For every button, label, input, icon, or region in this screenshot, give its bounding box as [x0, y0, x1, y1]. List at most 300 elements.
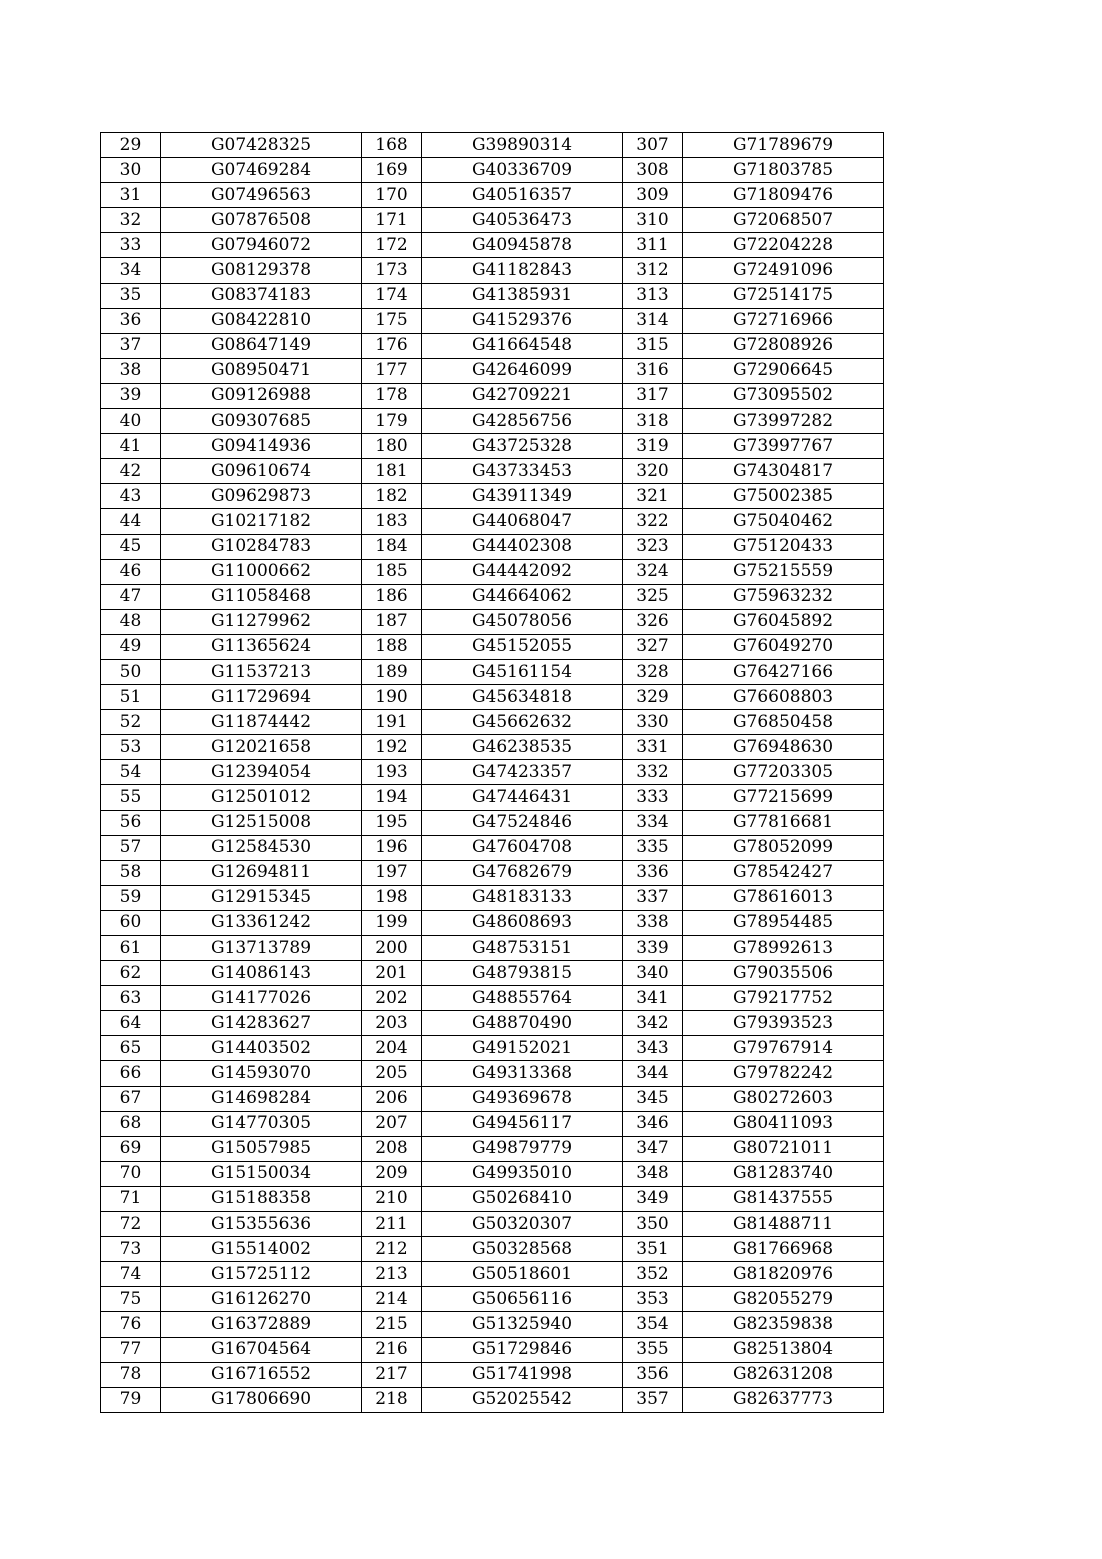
code-cell: G80272603	[683, 1086, 884, 1111]
seq-number-cell: 346	[623, 1111, 683, 1136]
seq-number-cell: 333	[623, 785, 683, 810]
code-cell: G16126270	[161, 1287, 362, 1312]
code-cell: G50328568	[422, 1237, 623, 1262]
code-cell: G15725112	[161, 1262, 362, 1287]
seq-number-cell: 314	[623, 308, 683, 333]
code-cell: G07876508	[161, 208, 362, 233]
seq-number-cell: 336	[623, 860, 683, 885]
table-row	[101, 634, 884, 659]
code-cell: G43911349	[422, 484, 623, 509]
code-cell: G40945878	[422, 233, 623, 258]
seq-number-cell: 170	[362, 183, 422, 208]
code-cell: G79782242	[683, 1061, 884, 1086]
seq-number-cell: 179	[362, 409, 422, 434]
table-row	[101, 358, 884, 383]
seq-number-cell: 174	[362, 283, 422, 308]
seq-number-cell: 55	[101, 785, 161, 810]
code-cell: G72906645	[683, 358, 884, 383]
code-cell: G45078056	[422, 609, 623, 634]
seq-number-cell: 324	[623, 559, 683, 584]
code-cell: G80411093	[683, 1111, 884, 1136]
seq-number-cell: 45	[101, 534, 161, 559]
seq-number-cell: 168	[362, 133, 422, 158]
code-cell: G14593070	[161, 1061, 362, 1086]
code-cell: G79767914	[683, 1036, 884, 1061]
code-cell: G13361242	[161, 910, 362, 935]
code-cell: G50320307	[422, 1212, 623, 1237]
table-row	[101, 1111, 884, 1136]
code-cell: G76049270	[683, 634, 884, 659]
table-row	[101, 735, 884, 760]
table-row	[101, 509, 884, 534]
seq-number-cell: 191	[362, 710, 422, 735]
table-row	[101, 1136, 884, 1161]
code-cell: G50656116	[422, 1287, 623, 1312]
code-cell: G79217752	[683, 986, 884, 1011]
table-row	[101, 860, 884, 885]
seq-number-cell: 210	[362, 1186, 422, 1211]
code-cell: G72204228	[683, 233, 884, 258]
code-cell: G11874442	[161, 710, 362, 735]
code-cell: G14770305	[161, 1111, 362, 1136]
seq-number-cell: 207	[362, 1111, 422, 1136]
code-cell: G71789679	[683, 133, 884, 158]
seq-number-cell: 189	[362, 659, 422, 684]
code-cell: G48183133	[422, 885, 623, 910]
table-row	[101, 936, 884, 961]
code-cell: G79393523	[683, 1011, 884, 1036]
code-cell: G76948630	[683, 735, 884, 760]
code-cell: G40516357	[422, 183, 623, 208]
code-cell: G72068507	[683, 208, 884, 233]
table-row	[101, 1312, 884, 1337]
code-cell: G45152055	[422, 634, 623, 659]
table-row	[101, 183, 884, 208]
code-cell: G47682679	[422, 860, 623, 885]
seq-number-cell: 75	[101, 1287, 161, 1312]
code-cell: G16716552	[161, 1362, 362, 1387]
seq-number-cell: 171	[362, 208, 422, 233]
code-cell: G49879779	[422, 1136, 623, 1161]
seq-number-cell: 30	[101, 158, 161, 183]
code-cell: G11000662	[161, 559, 362, 584]
table-row	[101, 760, 884, 785]
code-cell: G14177026	[161, 986, 362, 1011]
seq-number-cell: 68	[101, 1111, 161, 1136]
code-cell: G81766968	[683, 1237, 884, 1262]
code-cell: G09126988	[161, 383, 362, 408]
seq-number-cell: 354	[623, 1312, 683, 1337]
seq-number-cell: 339	[623, 936, 683, 961]
table-row	[101, 1237, 884, 1262]
code-cell: G09610674	[161, 459, 362, 484]
table-row	[101, 308, 884, 333]
code-cell: G72716966	[683, 308, 884, 333]
seq-number-cell: 181	[362, 459, 422, 484]
seq-number-cell: 71	[101, 1186, 161, 1211]
seq-number-cell: 42	[101, 459, 161, 484]
seq-number-cell: 62	[101, 961, 161, 986]
code-cell: G72491096	[683, 258, 884, 283]
code-cell: G47446431	[422, 785, 623, 810]
seq-number-cell: 322	[623, 509, 683, 534]
code-cell: G48870490	[422, 1011, 623, 1036]
seq-number-cell: 36	[101, 308, 161, 333]
table-row	[101, 810, 884, 835]
code-cell: G43733453	[422, 459, 623, 484]
code-cell: G49313368	[422, 1061, 623, 1086]
seq-number-cell: 312	[623, 258, 683, 283]
seq-number-cell: 74	[101, 1262, 161, 1287]
seq-number-cell: 79	[101, 1387, 161, 1412]
table-row	[101, 885, 884, 910]
table-row	[101, 283, 884, 308]
table-row	[101, 459, 884, 484]
code-cell: G08950471	[161, 358, 362, 383]
code-cell: G48753151	[422, 936, 623, 961]
table-row	[101, 559, 884, 584]
code-cell: G76850458	[683, 710, 884, 735]
table-row	[101, 1262, 884, 1287]
code-cell: G15355636	[161, 1212, 362, 1237]
code-cell: G08129378	[161, 258, 362, 283]
code-cell: G49456117	[422, 1111, 623, 1136]
seq-number-cell: 173	[362, 258, 422, 283]
seq-number-cell: 47	[101, 584, 161, 609]
seq-number-cell: 78	[101, 1362, 161, 1387]
seq-number-cell: 337	[623, 885, 683, 910]
seq-number-cell: 352	[623, 1262, 683, 1287]
seq-number-cell: 33	[101, 233, 161, 258]
seq-number-cell: 64	[101, 1011, 161, 1036]
seq-number-cell: 73	[101, 1237, 161, 1262]
seq-number-cell: 208	[362, 1136, 422, 1161]
code-cell: G48793815	[422, 961, 623, 986]
table-row	[101, 1036, 884, 1061]
seq-number-cell: 65	[101, 1036, 161, 1061]
code-cell: G82513804	[683, 1337, 884, 1362]
code-cell: G14086143	[161, 961, 362, 986]
code-cell: G51741998	[422, 1362, 623, 1387]
table-row	[101, 1387, 884, 1412]
seq-number-cell: 205	[362, 1061, 422, 1086]
code-cell: G16372889	[161, 1312, 362, 1337]
seq-number-cell: 215	[362, 1312, 422, 1337]
seq-number-cell: 350	[623, 1212, 683, 1237]
code-cell: G44068047	[422, 509, 623, 534]
seq-number-cell: 178	[362, 383, 422, 408]
code-cell: G75120433	[683, 534, 884, 559]
code-cell: G42856756	[422, 409, 623, 434]
seq-number-cell: 218	[362, 1387, 422, 1412]
code-cell: G44402308	[422, 534, 623, 559]
seq-number-cell: 188	[362, 634, 422, 659]
seq-number-cell: 58	[101, 860, 161, 885]
seq-number-cell: 355	[623, 1337, 683, 1362]
seq-number-cell: 35	[101, 283, 161, 308]
seq-number-cell: 195	[362, 810, 422, 835]
seq-number-cell: 49	[101, 634, 161, 659]
table-row	[101, 158, 884, 183]
seq-number-cell: 206	[362, 1086, 422, 1111]
code-cell: G08647149	[161, 333, 362, 358]
seq-number-cell: 313	[623, 283, 683, 308]
seq-number-cell: 323	[623, 534, 683, 559]
code-cell: G48608693	[422, 910, 623, 935]
seq-number-cell: 356	[623, 1362, 683, 1387]
code-cell: G41385931	[422, 283, 623, 308]
code-cell: G80721011	[683, 1136, 884, 1161]
seq-number-cell: 41	[101, 434, 161, 459]
code-cell: G73095502	[683, 383, 884, 408]
seq-number-cell: 217	[362, 1362, 422, 1387]
seq-number-cell: 193	[362, 760, 422, 785]
code-cell: G08374183	[161, 283, 362, 308]
table-row	[101, 434, 884, 459]
code-cell: G41529376	[422, 308, 623, 333]
seq-number-cell: 204	[362, 1036, 422, 1061]
seq-number-cell: 330	[623, 710, 683, 735]
code-cell: G14698284	[161, 1086, 362, 1111]
seq-number-cell: 44	[101, 509, 161, 534]
code-cell: G48855764	[422, 986, 623, 1011]
code-cell: G73997282	[683, 409, 884, 434]
code-cell: G75040462	[683, 509, 884, 534]
code-cell: G81437555	[683, 1186, 884, 1211]
code-cell: G07469284	[161, 158, 362, 183]
seq-number-cell: 67	[101, 1086, 161, 1111]
table-row	[101, 584, 884, 609]
table-row	[101, 685, 884, 710]
code-cell: G11729694	[161, 685, 362, 710]
table-row	[101, 233, 884, 258]
seq-number-cell: 187	[362, 609, 422, 634]
table-body	[101, 133, 884, 1413]
code-cell: G82055279	[683, 1287, 884, 1312]
code-cell: G77816681	[683, 810, 884, 835]
seq-number-cell: 31	[101, 183, 161, 208]
seq-number-cell: 198	[362, 885, 422, 910]
table-row	[101, 484, 884, 509]
seq-number-cell: 334	[623, 810, 683, 835]
table-row	[101, 1212, 884, 1237]
seq-number-cell: 307	[623, 133, 683, 158]
table-row	[101, 1186, 884, 1211]
seq-number-cell: 202	[362, 986, 422, 1011]
code-cell: G52025542	[422, 1387, 623, 1412]
seq-number-cell: 177	[362, 358, 422, 383]
seq-number-cell: 72	[101, 1212, 161, 1237]
seq-number-cell: 309	[623, 183, 683, 208]
code-cell: G49935010	[422, 1161, 623, 1186]
code-cell: G44664062	[422, 584, 623, 609]
code-cell: G76045892	[683, 609, 884, 634]
seq-number-cell: 59	[101, 885, 161, 910]
seq-number-cell: 57	[101, 835, 161, 860]
seq-number-cell: 320	[623, 459, 683, 484]
code-cell: G09629873	[161, 484, 362, 509]
table-row	[101, 1011, 884, 1036]
code-cell: G12501012	[161, 785, 362, 810]
seq-number-cell: 327	[623, 634, 683, 659]
seq-number-cell: 351	[623, 1237, 683, 1262]
code-cell: G11537213	[161, 659, 362, 684]
seq-number-cell: 357	[623, 1387, 683, 1412]
seq-number-cell: 315	[623, 333, 683, 358]
seq-number-cell: 321	[623, 484, 683, 509]
code-cell: G17806690	[161, 1387, 362, 1412]
seq-number-cell: 66	[101, 1061, 161, 1086]
seq-number-cell: 311	[623, 233, 683, 258]
code-cell: G47604708	[422, 835, 623, 860]
table-row	[101, 835, 884, 860]
code-cell: G15514002	[161, 1237, 362, 1262]
seq-number-cell: 43	[101, 484, 161, 509]
code-cell: G15150034	[161, 1161, 362, 1186]
seq-number-cell: 70	[101, 1161, 161, 1186]
seq-number-cell: 310	[623, 208, 683, 233]
table-row	[101, 659, 884, 684]
code-cell: G74304817	[683, 459, 884, 484]
seq-number-cell: 338	[623, 910, 683, 935]
table-row	[101, 409, 884, 434]
seq-number-cell: 342	[623, 1011, 683, 1036]
code-cell: G72808926	[683, 333, 884, 358]
seq-number-cell: 175	[362, 308, 422, 333]
code-cell: G14283627	[161, 1011, 362, 1036]
seq-number-cell: 212	[362, 1237, 422, 1262]
seq-number-cell: 325	[623, 584, 683, 609]
seq-number-cell: 56	[101, 810, 161, 835]
code-cell: G82359838	[683, 1312, 884, 1337]
code-cell: G10217182	[161, 509, 362, 534]
seq-number-cell: 48	[101, 609, 161, 634]
code-cell: G11279962	[161, 609, 362, 634]
seq-number-cell: 203	[362, 1011, 422, 1036]
code-cell: G71809476	[683, 183, 884, 208]
seq-number-cell: 216	[362, 1337, 422, 1362]
seq-number-cell: 176	[362, 333, 422, 358]
table-row	[101, 785, 884, 810]
table-row	[101, 1362, 884, 1387]
table-row	[101, 383, 884, 408]
seq-number-cell: 214	[362, 1287, 422, 1312]
seq-number-cell: 77	[101, 1337, 161, 1362]
seq-number-cell: 60	[101, 910, 161, 935]
table-row	[101, 534, 884, 559]
seq-number-cell: 201	[362, 961, 422, 986]
code-cell: G81488711	[683, 1212, 884, 1237]
seq-number-cell: 331	[623, 735, 683, 760]
seq-number-cell: 349	[623, 1186, 683, 1211]
table-row	[101, 133, 884, 158]
code-cell: G45161154	[422, 659, 623, 684]
code-cell: G08422810	[161, 308, 362, 333]
code-cell: G78542427	[683, 860, 884, 885]
code-cell: G49152021	[422, 1036, 623, 1061]
seq-number-cell: 319	[623, 434, 683, 459]
table-row	[101, 961, 884, 986]
code-cell: G75963232	[683, 584, 884, 609]
code-cell: G51729846	[422, 1337, 623, 1362]
code-cell: G49369678	[422, 1086, 623, 1111]
code-cell: G10284783	[161, 534, 362, 559]
code-cell: G78616013	[683, 885, 884, 910]
code-cell: G40536473	[422, 208, 623, 233]
code-cell: G45634818	[422, 685, 623, 710]
code-cell: G82631208	[683, 1362, 884, 1387]
seq-number-cell: 318	[623, 409, 683, 434]
seq-number-cell: 61	[101, 936, 161, 961]
seq-number-cell: 213	[362, 1262, 422, 1287]
seq-number-cell: 29	[101, 133, 161, 158]
table-row	[101, 1287, 884, 1312]
code-cell: G81283740	[683, 1161, 884, 1186]
code-cell: G12021658	[161, 735, 362, 760]
seq-number-cell: 345	[623, 1086, 683, 1111]
code-cell: G14403502	[161, 1036, 362, 1061]
code-cell: G47524846	[422, 810, 623, 835]
code-cell: G41664548	[422, 333, 623, 358]
table-row	[101, 910, 884, 935]
seq-number-cell: 76	[101, 1312, 161, 1337]
code-cell: G12915345	[161, 885, 362, 910]
seq-number-cell: 53	[101, 735, 161, 760]
code-cell: G07428325	[161, 133, 362, 158]
seq-number-cell: 180	[362, 434, 422, 459]
seq-number-cell: 34	[101, 258, 161, 283]
seq-number-cell: 54	[101, 760, 161, 785]
code-cell: G15188358	[161, 1186, 362, 1211]
seq-number-cell: 186	[362, 584, 422, 609]
code-cell: G78954485	[683, 910, 884, 935]
code-cell: G12394054	[161, 760, 362, 785]
table-row	[101, 258, 884, 283]
code-cell: G76608803	[683, 685, 884, 710]
seq-number-cell: 344	[623, 1061, 683, 1086]
seq-number-cell: 328	[623, 659, 683, 684]
code-cell: G78992613	[683, 936, 884, 961]
code-cell: G81820976	[683, 1262, 884, 1287]
seq-number-cell: 46	[101, 559, 161, 584]
seq-number-cell: 317	[623, 383, 683, 408]
seq-number-cell: 347	[623, 1136, 683, 1161]
code-cell: G72514175	[683, 283, 884, 308]
seq-number-cell: 182	[362, 484, 422, 509]
seq-number-cell: 200	[362, 936, 422, 961]
code-cell: G42646099	[422, 358, 623, 383]
code-cell: G51325940	[422, 1312, 623, 1337]
table-row	[101, 333, 884, 358]
seq-number-cell: 196	[362, 835, 422, 860]
code-cell: G43725328	[422, 434, 623, 459]
code-cell: G75002385	[683, 484, 884, 509]
seq-number-cell: 40	[101, 409, 161, 434]
seq-number-cell: 39	[101, 383, 161, 408]
seq-number-cell: 343	[623, 1036, 683, 1061]
table-row	[101, 208, 884, 233]
code-cell: G50268410	[422, 1186, 623, 1211]
seq-number-cell: 211	[362, 1212, 422, 1237]
table-row	[101, 1086, 884, 1111]
seq-number-cell: 50	[101, 659, 161, 684]
seq-number-cell: 209	[362, 1161, 422, 1186]
code-cell: G75215559	[683, 559, 884, 584]
code-cell: G11365624	[161, 634, 362, 659]
code-cell: G50518601	[422, 1262, 623, 1287]
seq-number-cell: 340	[623, 961, 683, 986]
code-cell: G09414936	[161, 434, 362, 459]
